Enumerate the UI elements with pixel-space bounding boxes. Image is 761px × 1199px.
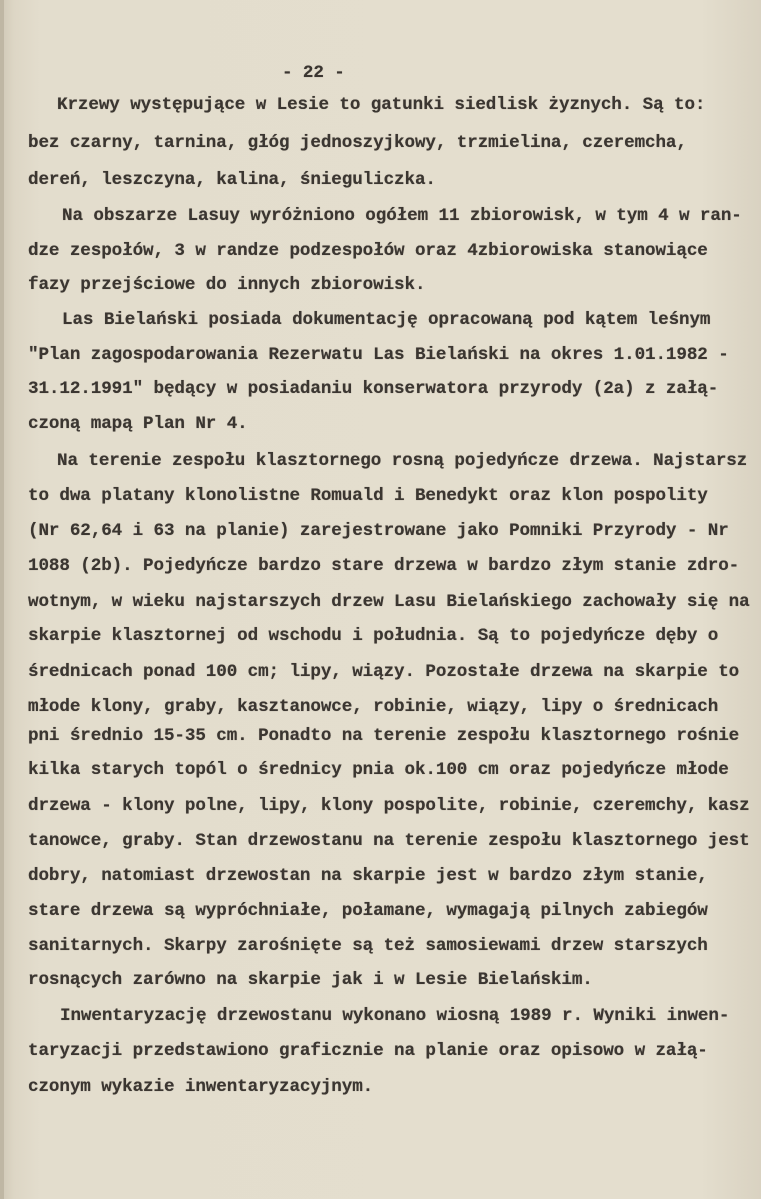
text-line: młode klony, graby, kasztanowce, robinie, wiązy, lipy o średnicach bbox=[28, 697, 719, 717]
text-line: Las Bielański posiada dokumentację opracowaną pod kątem leśnym bbox=[62, 310, 711, 330]
text-line: czoną mapą Plan Nr 4. bbox=[28, 414, 248, 434]
page-edge bbox=[0, 0, 4, 1199]
text-line: średnicach ponad 100 cm; lipy, wiązy. Pozostałe drzewa na skarpie to bbox=[28, 662, 740, 682]
text-line: tanowce, graby. Stan drzewostanu na terenie zespołu klasztornego jest bbox=[28, 831, 750, 851]
text-line: fazy przejściowe do innych zbiorowisk. bbox=[28, 275, 426, 295]
text-line: Krzewy występujące w Lesie to gatunki siedlisk żyznych. Są to: bbox=[57, 95, 706, 115]
text-line: bez czarny, tarnina, głóg jednoszyjkowy, trzmielina, czeremcha, bbox=[28, 133, 687, 153]
text-line: dze zespołów, 3 w randze podzespołów oraz 4zbiorowiska stanowiące bbox=[28, 241, 708, 261]
text-line: czonym wykazie inwentaryzacyjnym. bbox=[28, 1077, 374, 1097]
text-line: stare drzewa są wypróchniałe, połamane, wymagają pilnych zabiegów bbox=[28, 901, 708, 921]
text-line: to dwa platany klonolistne Romuald i Benedykt oraz klon pospolity bbox=[28, 486, 708, 506]
text-line: sanitarnych. Skarpy zarośnięte są też samosiewami drzew starszych bbox=[28, 936, 708, 956]
text-line: wotnym, w wieku najstarszych drzew Lasu Bielańskiego zachowały się na bbox=[28, 592, 750, 612]
text-line: kilka starych topól o średnicy pnia ok.100 cm oraz pojedyńcze młode bbox=[28, 760, 729, 780]
text-line: Inwentaryzację drzewostanu wykonano wiosną 1989 r. Wyniki inwen- bbox=[60, 1006, 730, 1026]
text-line: 31.12.1991" będący w posiadaniu konserwatora przyrody (2a) z załą- bbox=[28, 379, 719, 399]
text-line: rosnących zarówno na skarpie jak i w Lesie Bielańskim. bbox=[28, 970, 593, 990]
text-line: dereń, leszczyna, kalina, śnieguliczka. bbox=[28, 170, 436, 190]
text-line: drzewa - klony polne, lipy, klony pospolite, robinie, czeremchy, kasz bbox=[28, 796, 750, 816]
text-line: 1088 (2b). Pojedyńcze bardzo stare drzewa w bardzo złym stanie zdro- bbox=[28, 556, 740, 576]
text-line: pni średnio 15-35 cm. Ponadto na terenie zespołu klasztornego rośnie bbox=[28, 726, 740, 746]
text-line: skarpie klasztornej od wschodu i południa. Są to pojedyńcze dęby o bbox=[28, 626, 719, 646]
text-line: taryzacji przedstawiono graficznie na planie oraz opisowo w załą- bbox=[28, 1041, 708, 1061]
text-line: Na terenie zespołu klasztornego rosną pojedyńcze drzewa. Najstarsz bbox=[57, 451, 748, 471]
text-line: (Nr 62,64 i 63 na planie) zarejestrowane jako Pomniki Przyrody - Nr bbox=[28, 521, 729, 541]
text-line: "Plan zagospodarowania Rezerwatu Las Bielański na okres 1.01.1982 - bbox=[28, 345, 729, 365]
text-line: Na obszarze Lasuy wyróżniono ogółem 11 zbiorowisk, w tym 4 w ran- bbox=[62, 206, 742, 226]
text-line: dobry, natomiast drzewostan na skarpie jest w bardzo złym stanie, bbox=[28, 866, 708, 886]
page-number: - 22 - bbox=[282, 63, 345, 83]
